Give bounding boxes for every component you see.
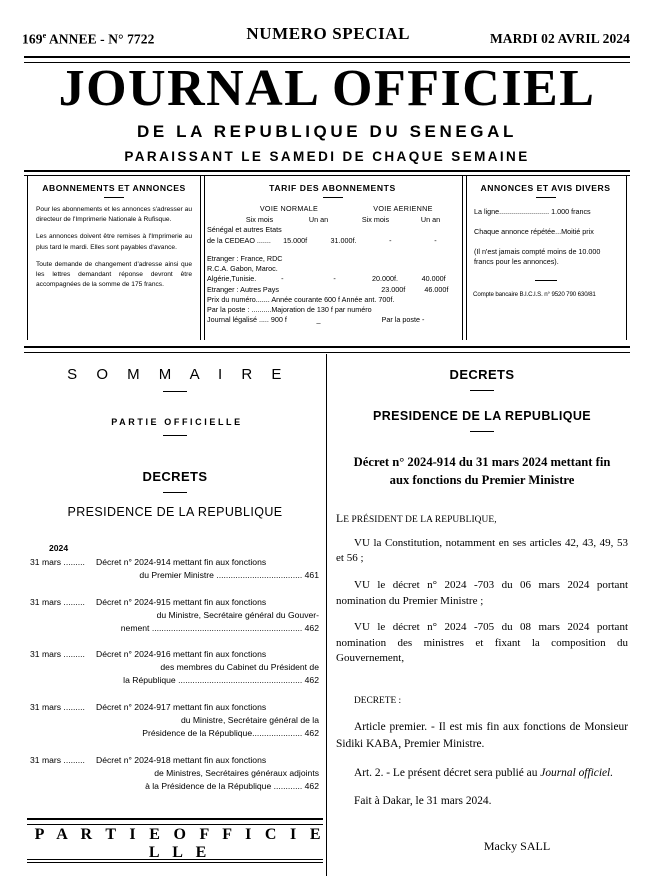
entry-line1: Décret n° 2024-916 mettant fin aux fonctions: [96, 649, 267, 660]
entry-line1: Décret n° 2024-918 mettant fin aux fonctions: [96, 754, 267, 765]
tarif-row3-n-un: -: [333, 274, 336, 284]
annonces-bottom-dash: [535, 280, 557, 281]
annonces-line-price: La ligne......................... 1.000 francs: [474, 207, 591, 216]
decret-lead: LE PRÉSIDENT DE LA REPUBLIQUE,: [336, 511, 497, 525]
decrets-heading-dash: [470, 390, 494, 391]
sommaire-column: [27, 356, 323, 792]
journal-officiel-italic: Journal officiel.: [540, 767, 614, 780]
annonces-minimum-note: (Il n'est jamais compté moins de 10.000 francs pour les annonces).: [474, 246, 601, 267]
entry-date: 31 mars .........: [30, 649, 85, 660]
entry-line3: Présidence de la République..................... 462: [142, 727, 319, 738]
list-item[interactable]: [27, 648, 323, 687]
tarif-voie-normale: VOIE NORMALE: [259, 204, 319, 213]
tarif-row3-a-six: 20.000f.: [372, 274, 398, 284]
presidence-dash: [470, 431, 494, 432]
entry-text: [96, 596, 323, 635]
issue-date: MARDI 02 AVRIL 2024: [489, 31, 630, 46]
entry-line2: du Ministre, Secrétaire général de la: [180, 715, 319, 726]
tarif-row-par-la-poste: Par la poste : ..........Majoration de 130 f par numéro: [207, 304, 372, 314]
decret-signature: Macky SALL: [483, 838, 551, 853]
partie-dash: [163, 435, 187, 436]
tarif-row7-mid: _: [316, 315, 321, 325]
tarif-row4-label: Etranger : Autres Pays: [207, 284, 279, 294]
entry-line3: à la Présidence de la République ............ 462: [145, 780, 319, 791]
entry-text: [96, 556, 323, 582]
list-item[interactable]: [27, 596, 323, 635]
tarif-row1-label1: Sénégal et autres Etats: [207, 225, 282, 235]
entry-line1: Décret n° 2024-914 mettant fin aux fonctions: [96, 557, 267, 567]
tarif-row-journal-legalise: [207, 315, 458, 325]
list-item[interactable]: [27, 556, 323, 582]
issue-ordinal-sup: e: [42, 31, 47, 40]
decret-article-2: Art. 2. - Le présent décret sera publié au Journal officiel.: [354, 767, 614, 780]
tarif-voie-aerienne: VOIE AERIENNE: [373, 204, 433, 213]
tarif-row1-n-six: 15.000f: [283, 235, 308, 245]
entry-line2: du Premier Ministre .................................... 461: [139, 569, 319, 580]
entry-line2: du Ministre, Secrétaire général du Gouver-: [156, 609, 319, 620]
subscriptions-dash: [104, 197, 124, 198]
sommaire-presidence-heading: PRESIDENCE DE LA REPUBLIQUE: [67, 505, 283, 519]
annonces-title: ANNONCES ET AVIS DIVERS: [480, 183, 611, 193]
tarif-row-cedeao: [207, 236, 458, 246]
list-item[interactable]: [27, 701, 323, 740]
tarif-row4-a-six: 23.000f: [381, 284, 406, 294]
entry-page: 462: [304, 622, 319, 633]
tarif-row3-a-un: 40.000f: [421, 274, 446, 284]
divider-footer-bottom: [27, 859, 323, 863]
decret-title: [336, 454, 628, 490]
entry-text: [96, 648, 323, 687]
sommaire-dash: [163, 391, 187, 392]
masthead: [24, 62, 630, 164]
sommaire-partie-officielle: PARTIE OFFICIELLE: [111, 417, 243, 427]
entry-line3: nement ............................................................... 462: [120, 622, 319, 633]
tarif-row2-line1: Etranger : France, RDC: [207, 253, 283, 263]
entry-page: 461: [304, 569, 319, 580]
entry-line1: Décret n° 2024-915 mettant fin aux fonctions: [96, 596, 267, 607]
decret-vu-3: VU le décret n° 2024 -705 du 08 mars 2024 portant nomination des ministres et fixant la composition du Gouvernement,: [336, 621, 628, 665]
tarif-row1-label2: de la CEDEAO .......: [207, 235, 271, 245]
tarif-title: TARIF DES ABONNEMENTS: [269, 183, 396, 193]
subscriptions-title: ABONNEMENTS ET ANNONCES: [42, 183, 186, 193]
decret-vu-1: VU la Constitution, notamment en ses articles 42, 43, 49, 53 et 56 ;: [336, 536, 628, 565]
journal-title: JOURNAL OFFICIEL: [58, 60, 596, 117]
journal-subtitle-frequency: PARAISSANT LE SAMEDI DE CHAQUE SEMAINE: [124, 149, 530, 165]
tarif-dash: [323, 197, 343, 198]
decret-fait-a: Fait à Dakar, le 31 mars 2024.: [354, 794, 492, 807]
sommaire-title: S O M M A I R E: [67, 366, 289, 383]
divider-main: [24, 346, 630, 353]
entry-date: 31 mars .........: [30, 596, 85, 607]
entry-page: 462: [304, 727, 319, 738]
tarif-un-an-aerienne: Un an: [420, 215, 441, 225]
sommaire-decrets-heading: DECRETS: [142, 469, 208, 484]
tarif-voies-header: [207, 204, 458, 214]
tarif-row3-label: Algérie,Tunisie.: [207, 274, 257, 284]
decrets-presidence-heading: PRESIDENCE DE LA REPUBLIQUE: [372, 409, 591, 423]
tarif-table: [207, 204, 458, 325]
annonces-repeat-price: Chaque annonce répétée...Moitié prix: [474, 226, 594, 236]
tarif-row7-right: Par la poste -: [381, 315, 425, 325]
entry-date: 31 mars .........: [30, 702, 85, 713]
footer-partie-officielle: P A R T I E O F F I C I E L L E: [34, 826, 326, 861]
list-item[interactable]: [27, 754, 323, 793]
entry-line1: Décret n° 2024-917 mettant fin aux fonctions: [96, 702, 267, 713]
entry-page: 462: [304, 675, 319, 686]
tarif-row7-label: Journal légalisé ..... 900 f: [207, 315, 287, 325]
entry-date: 31 mars .........: [30, 557, 85, 567]
tarif-un-an-normale: Un an: [308, 215, 329, 225]
subscriptions-p2: Les annonces doivent être remises à l'Imprimerie au plus tard le mardi. Elles sont payables d'avance.: [36, 233, 192, 251]
entry-text: [96, 701, 323, 740]
annonces-dash: [536, 197, 556, 198]
subscriptions-p1: Pour les abonnements et les annonces s'adresser au directeur de l'Imprimerie Nationale à Rufisque.: [36, 206, 192, 224]
issue-number: 169e ANNEE - N° 7722: [22, 31, 155, 47]
tarif-row-prix-numero: Prix du numéro....... Année courante 600 f Année ant. 700f.: [207, 294, 395, 304]
header-info-table: [27, 176, 627, 340]
decret-article-1: Article premier. - Il est mis fin aux fonctions de Monsieur Sidiki KABA, Premier Ministre.: [336, 721, 628, 750]
tarif-row-algerie: [207, 274, 458, 284]
tarif-six-mois-normale: Six mois: [245, 215, 274, 225]
decrets-heading: DECRETS: [449, 367, 515, 382]
tarif-row1-a-six: -: [389, 235, 392, 245]
subscriptions-p3: Toute demande de changement d'adresse ainsi que les lettres demandant réponse devront être accompagnées de la somme de 175 francs.: [36, 260, 192, 289]
tarif-row1-n-un: 31.000f.: [330, 235, 357, 245]
entry-date: 31 mars .........: [30, 754, 85, 765]
decret-title-line2: aux fonctions du Premier Ministre: [389, 472, 575, 487]
entry-line3: la République .................................................... 462: [123, 675, 319, 686]
sommaire-year: 2024: [49, 543, 69, 553]
masthead-topline: [22, 24, 630, 50]
entry-page: 462: [304, 780, 319, 791]
tarif-row3-n-six: -: [281, 274, 284, 284]
tarif-six-mois-aerienne: Six mois: [361, 215, 390, 225]
decret-title-line1: Décret n° 2024-914 du 31 mars 2024 mettant fin: [353, 455, 611, 469]
bank-account-number: Compte bancaire B.I.C.I.S. n° 9520 790 630/81: [473, 291, 596, 299]
tarif-row-autres-pays: [207, 285, 458, 295]
decrets-column: [336, 356, 628, 854]
divider-footer-top: [27, 818, 323, 825]
tarif-row4-a-un: 46.000f: [424, 284, 449, 294]
column-divider: [326, 354, 327, 876]
numero-special-label: NUMERO SPECIAL: [246, 24, 411, 43]
decret-decrete-label: DECRETE :: [354, 696, 402, 707]
subscriptions-box: [28, 176, 200, 340]
entry-line2: des membres du Cabinet du Président de: [160, 662, 319, 673]
journal-subtitle-republic: DE LA REPUBLIQUE DU SENEGAL: [137, 122, 517, 142]
tarif-row1-a-un: -: [434, 235, 437, 245]
decret-vu-2: VU le décret n° 2024 -703 du 06 mars 2024 portant nomination du Premier Ministre ;: [336, 578, 628, 607]
entry-text: [96, 754, 323, 793]
tarif-row2-line2: R.C.A. Gabon, Maroc.: [207, 264, 278, 274]
tarif-box: [203, 176, 462, 340]
annonces-box: [465, 176, 626, 340]
decrets-dash: [163, 492, 187, 493]
entry-line2: de Ministres, Secrétaires généraux adjoints: [154, 767, 319, 778]
tarif-period-header: [207, 215, 458, 225]
